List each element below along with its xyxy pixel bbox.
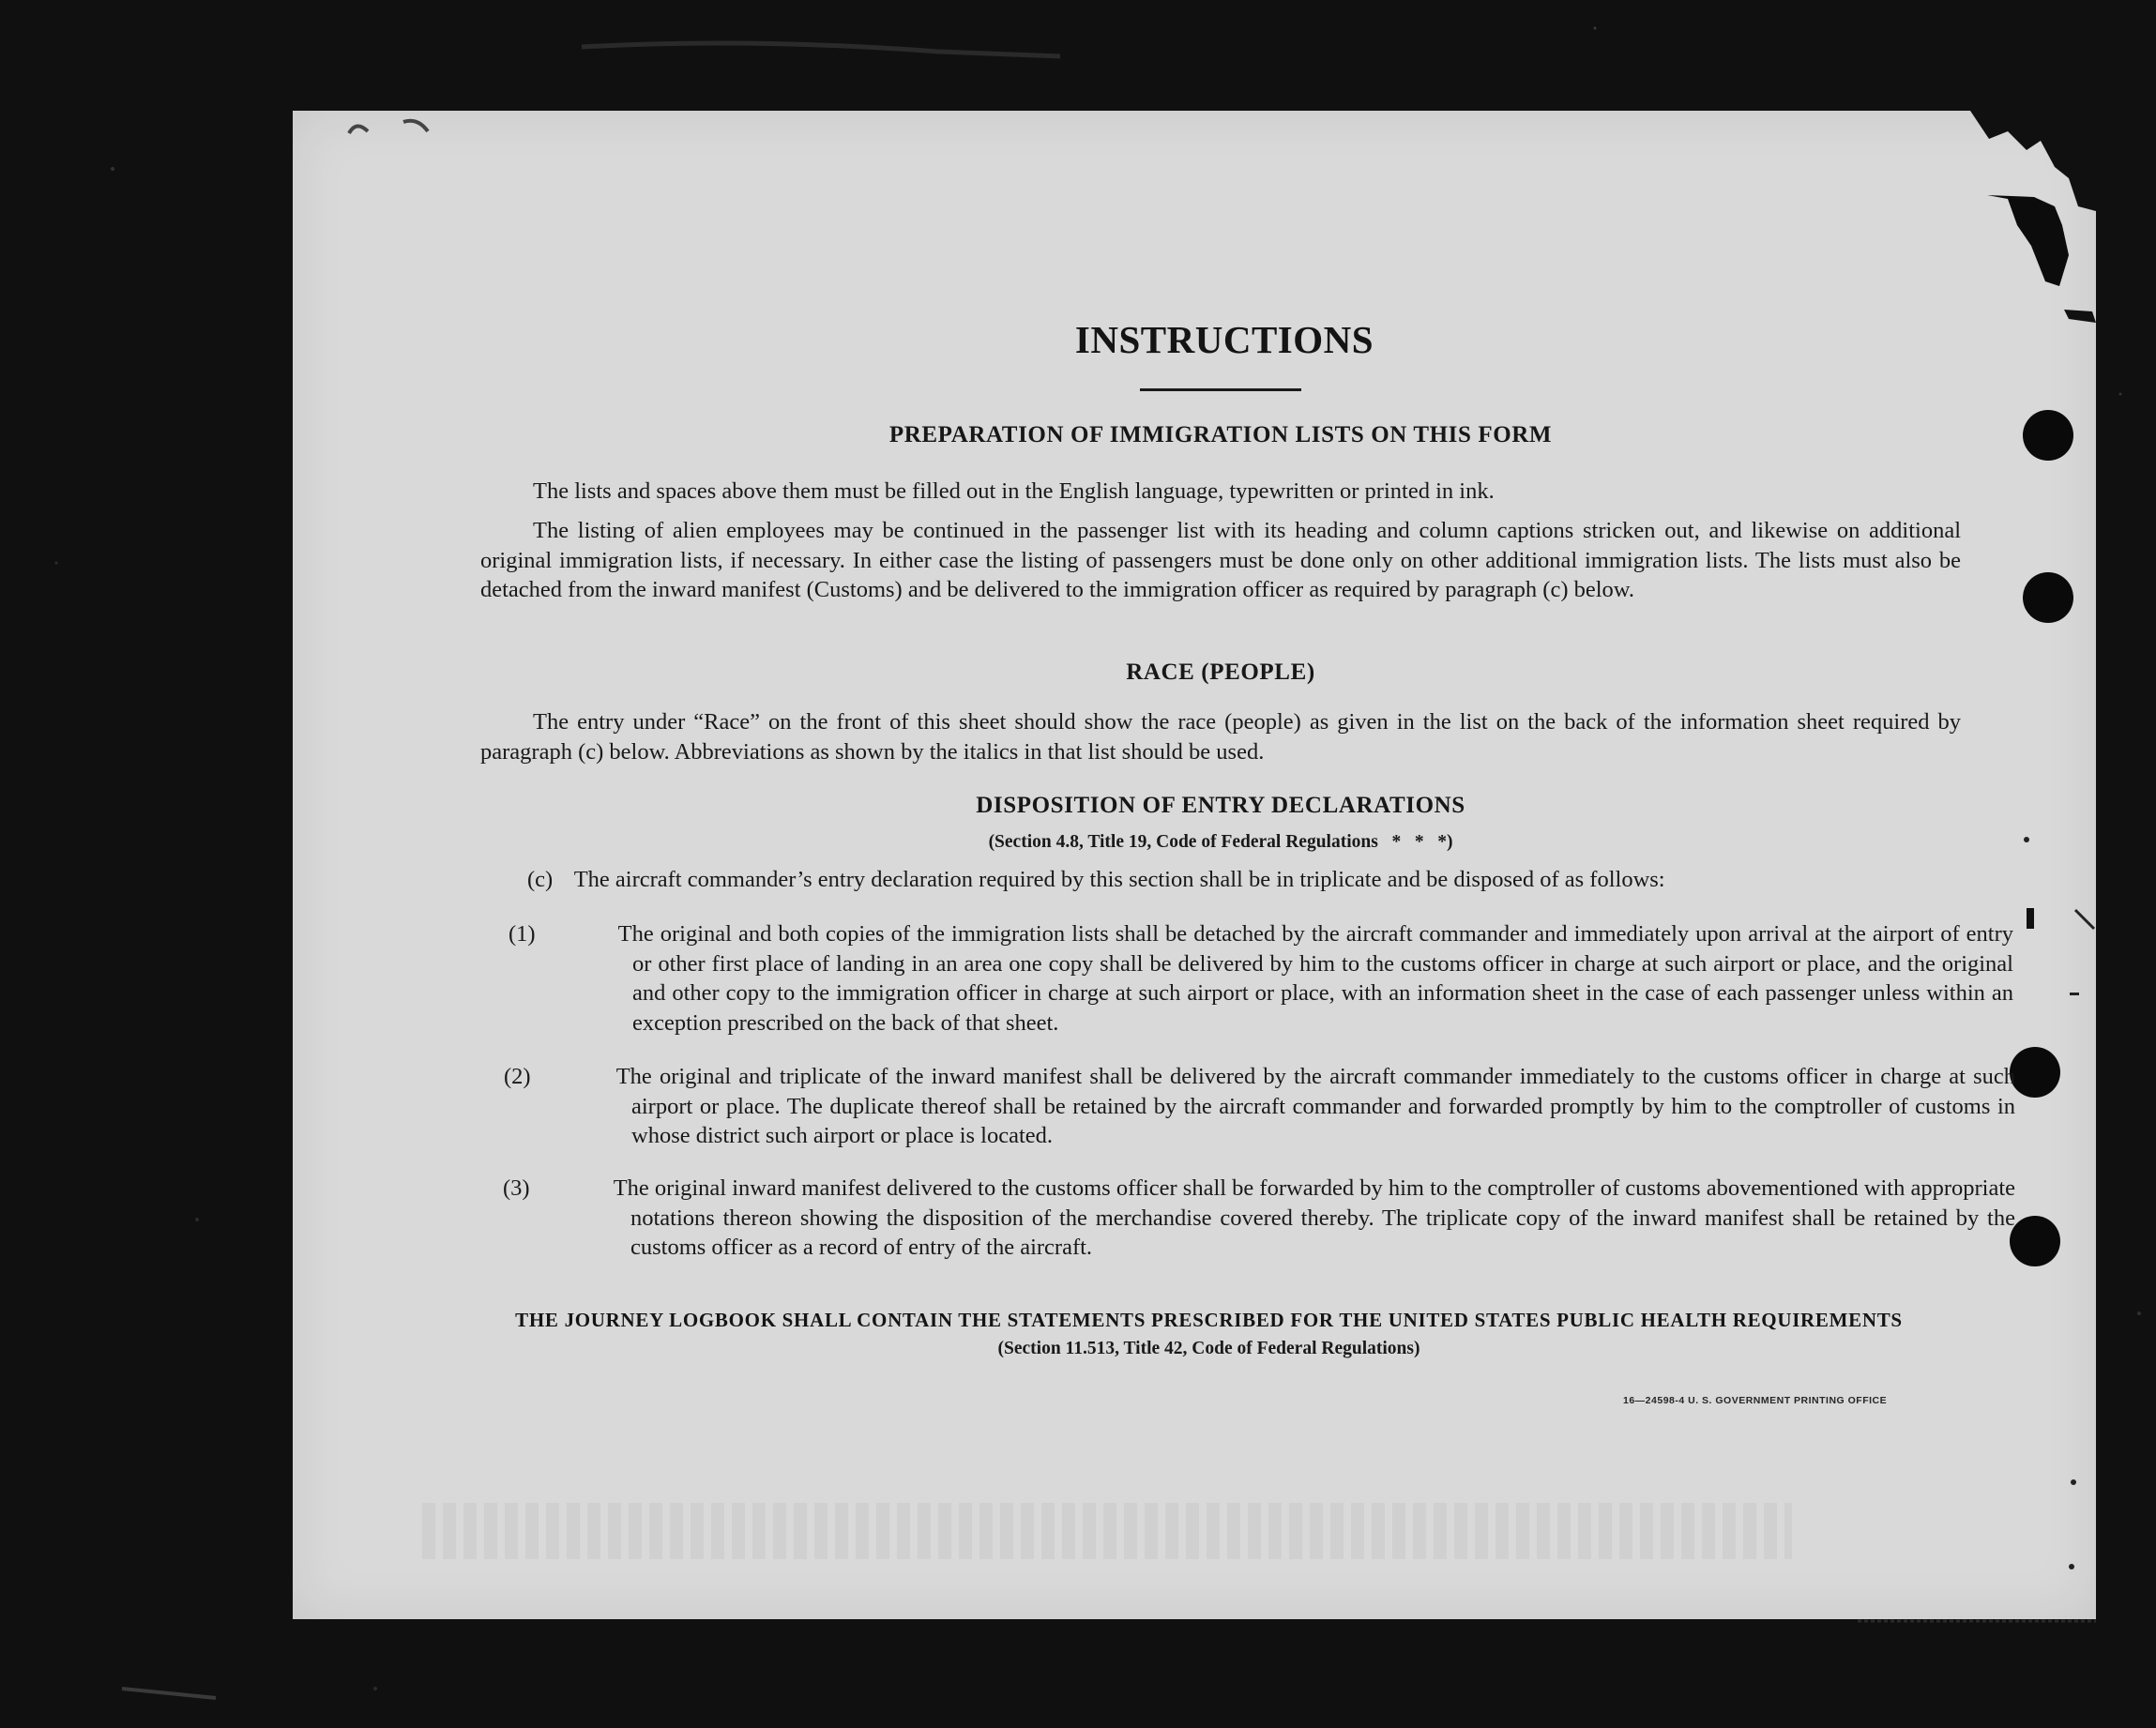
- list-item: [504, 1062, 2016, 1151]
- list-item-label: (2): [504, 1064, 531, 1089]
- punch-hole: [2010, 1216, 2060, 1266]
- subsection-label: (c): [527, 867, 554, 892]
- list-item-label: (3): [503, 1175, 530, 1201]
- title-underline: [1140, 388, 1301, 391]
- subsection-c: [527, 865, 1963, 895]
- list-item: [509, 919, 2013, 1038]
- subsection-text: The aircraft commander’s entry declaration required by this section shall be in triplicate and be disposed of as follows:: [573, 867, 1665, 892]
- section-citation: (Section 4.8, Title 19, Code of Federal Regulations * * *): [988, 832, 1453, 852]
- public-health-statement: THE JOURNEY LOGBOOK SHALL CONTAIN THE STATEMENTS PRESCRIBED FOR THE UNITED STATES PUBLIC HEALTH REQUIREMENTS: [515, 1309, 1903, 1331]
- punch-hole: [2023, 410, 2073, 461]
- printing-office-mark: 16—24598-4 U. S. GOVERNMENT PRINTING OFFICE: [1623, 1395, 1888, 1406]
- section-heading-immigration-lists: PREPARATION OF IMMIGRATION LISTS ON THIS FORM: [888, 422, 1553, 447]
- list-item-text: The original and both copies of the immigration lists shall be detached by the aircraft commander and immediately upon arrival at the airport of entry or other first place of landing in an area one copy shall be delivered by him to the customs officer in charge at such airport or place, and the original and other copy to the immigration officer in charge at such airport or place, with an information sheet in the case of each passenger unless within an exception prescribed on the back of that sheet.: [617, 921, 2013, 1036]
- section-heading-disposition: DISPOSITION OF ENTRY DECLARATIONS: [976, 793, 1465, 818]
- list-item-label: (1): [509, 921, 536, 947]
- punch-hole: [2010, 1047, 2060, 1098]
- paragraph: The entry under “Race” on the front of this sheet should show the race (people) as given in the list on the back of the information sheet required by paragraph (c) below. Abbreviations as shown by the italics in that list should be used.: [480, 709, 1961, 765]
- bleed-through-text: [422, 1503, 1792, 1559]
- list-item-text: The original inward manifest delivered to the customs officer shall be forwarded by him to the comptroller of customs abovementioned with appropriate notations thereon showing the disposition of the merchandise covered thereby. The triplicate copy of the inward manifest shall be retained by the customs officer as a record of entry of the aircraft.: [613, 1175, 2015, 1260]
- punch-hole: [2023, 572, 2073, 623]
- footer-citation: (Section 11.513, Title 42, Code of Federal Regulations): [997, 1339, 1420, 1358]
- paragraph: The listing of alien employees may be continued in the passenger list with its heading and column captions stricken out, and likewise on additional original immigration lists, if necessary. In either case the listing of passengers must be done only on other additional immigration lists. The lists must also be detached from the inward manifest (Customs) and be delivered to the immigration officer as required by paragraph (c) below.: [480, 518, 1961, 602]
- list-item-text: The original and triplicate of the inward manifest shall be delivered by the aircraft commander immediately to the customs officer in charge at such airport or place. The duplicate thereof shall be retained by the aircraft commander and forwarded promptly by him to the comptroller of customs in whose district such airport or place is located.: [615, 1064, 2016, 1148]
- page-title: INSTRUCTIONS: [1074, 318, 1374, 361]
- section-heading-race: RACE (PEOPLE): [1126, 659, 1315, 685]
- list-item: [503, 1174, 2015, 1263]
- paragraph: The lists and spaces above them must be filled out in the English language, typewritten or printed in ink.: [533, 478, 1495, 504]
